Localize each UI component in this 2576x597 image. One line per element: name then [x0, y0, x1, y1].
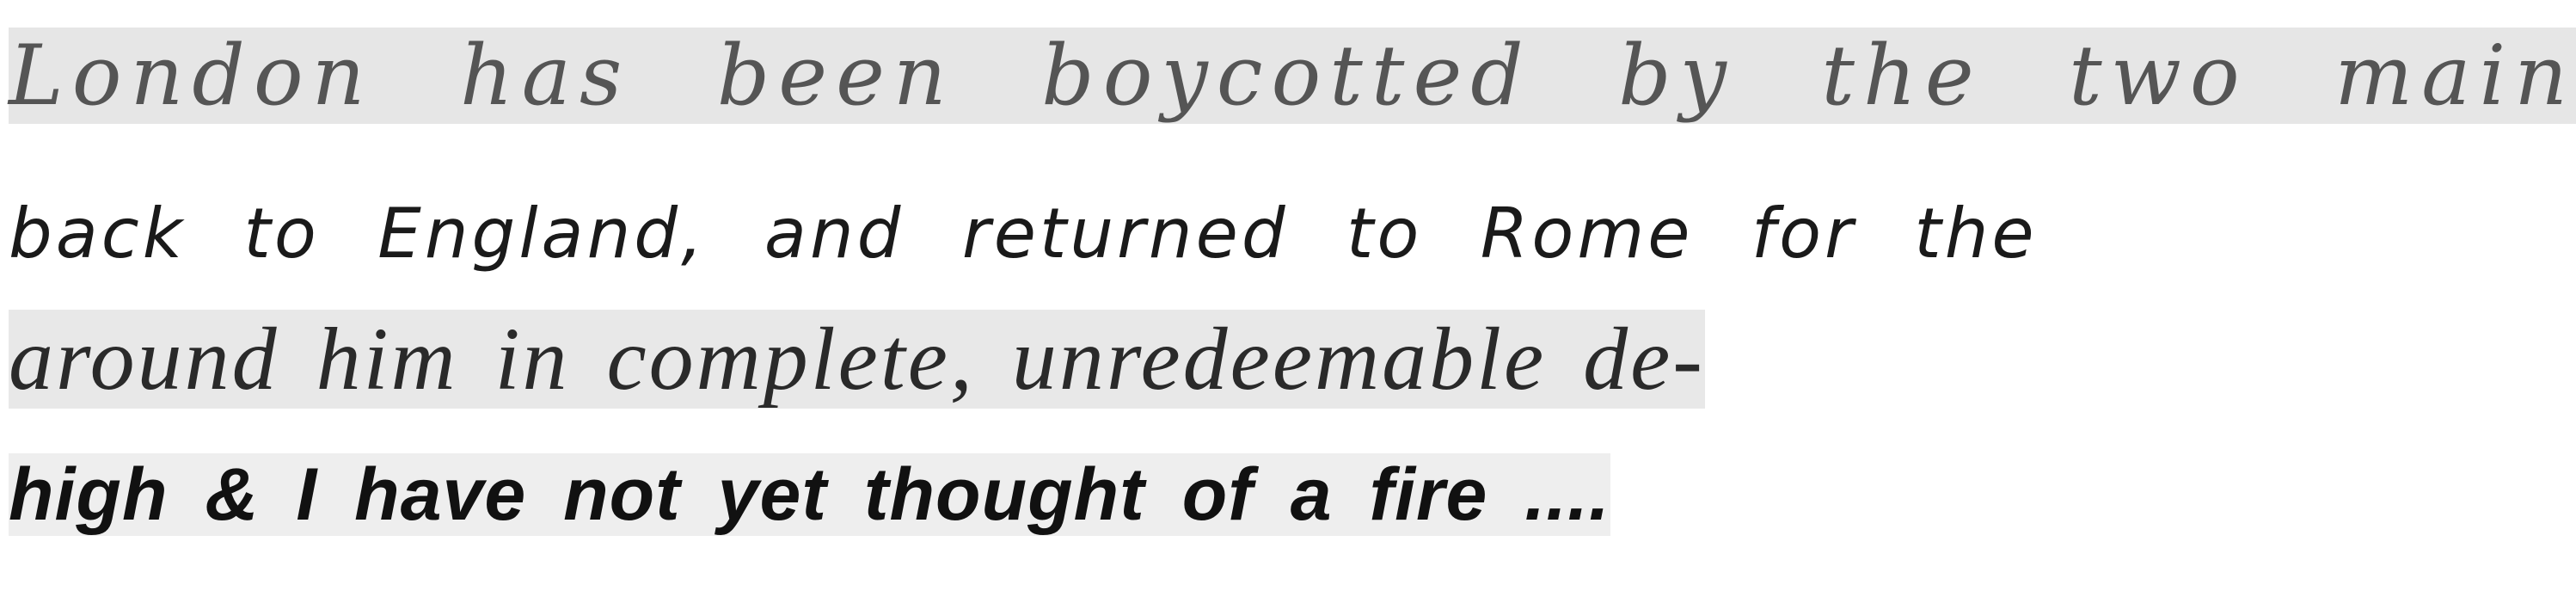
line-1-text: London has been boycotted by the two main: [9, 28, 2576, 124]
handwritten-line-3: [9, 310, 1705, 418]
line-3-text: around him in complete, unredeemable de-: [9, 310, 1705, 409]
handwritten-line-2: [9, 194, 2038, 286]
handwritten-line-4: [9, 453, 1610, 552]
line-4-text: high & I have not yet thought of a fire ....: [9, 453, 1610, 536]
line-2-text: back to England, and returned to Rome for the: [9, 194, 2038, 274]
handwritten-line-1: [9, 28, 2576, 129]
